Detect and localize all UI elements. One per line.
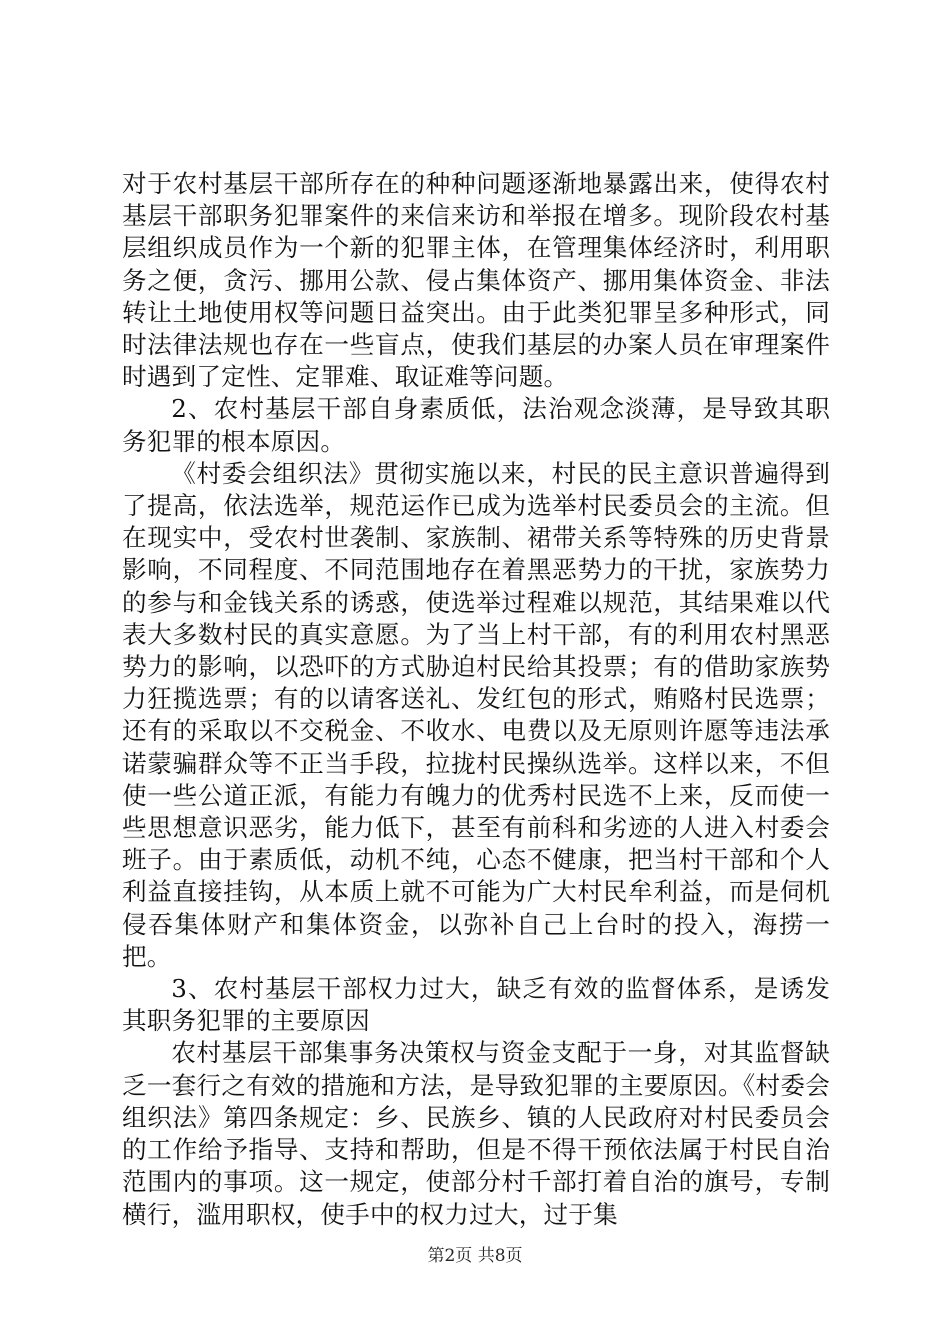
page-number-footer: 第2页 共8页 [427,1246,523,1266]
paragraph-1: 对于农村基层干部所存在的种种问题逐渐地暴露出来，使得农村基层干部职务犯罪案件的来信来访和举报在增多。现阶段农村基层组织成员作为一个新的犯罪主体，在管理集体经济时，利用职务之便，贪污、挪用公款、侵占集体资产、挪用集体资金、非法转让土地使用权等问题日益突出。由于此类犯罪呈多种形式，同时法律法规也存在一些盲点，使我们基层的办案人员在审理案件时遇到了定性、定罪难、取证难等问题。 [122,169,830,392]
document-body [122,168,830,1231]
paragraph-2-heading: 2、农村基层干部自身素质低，法治观念淡薄，是导致其职务犯罪的根本原因。 [122,394,830,456]
paragraph-4-heading: 3、农村基层干部权力过大，缺乏有效的监督体系，是诱发其职务犯罪的主要原因 [122,974,830,1036]
paragraph-3: 《村委会组织法》贯彻实施以来，村民的民主意识普遍得到了提高，依法选举，规范运作已成为选举村民委员会的主流。但在现实中，受农村世袭制、家族制、裙带关系等特殊的历史背景影响，不同程度、不同范围地存在着黑恶势力的干扰，家族势力的参与和金钱关系的诱惑，使选举过程难以规范，其结果难以代表大多数村民的真实意愿。为了当上村干部，有的利用农村黑恶势力的影响，以恐吓的方式胁迫村民给其投票；有的借助家族势力狂揽选票；有的以请客送礼、发红包的形式，贿赂村民选票；还有的采取以不交税金、不收水、电费以及无原则许愿等违法承诺蒙骗群众等不正当手段，拉拢村民操纵选举。这样以来，不但使一些公道正派，有能力有魄力的优秀村民选不上来，反而使一些思想意识恶劣，能力低下，甚至有前科和劣迹的人进入村委会班子。由于素质低，动机不纯，心态不健康，把当村干部和个人利益直接挂钩，从本质上就不可能为广大村民牟利益，而是伺机侵吞集体财产和集体资金，以弥补自己上台时的投入，海捞一把。 [122,458,830,971]
paragraph-5: 农村基层干部集事务决策权与资金支配于一身，对其监督缺乏一套行之有效的措施和方法，是导致犯罪的主要原因。《村委会组织法》第四条规定：乡、民族乡、镇的人民政府对村民委员会的工作给予指导、支持和帮助，但是不得干预依法属于村民自治范围内的事项。这一规定，使部分村千部打着自治的旗号，专制横行，滥用职权，使手中的权力过大，过于集 [122,1038,830,1229]
